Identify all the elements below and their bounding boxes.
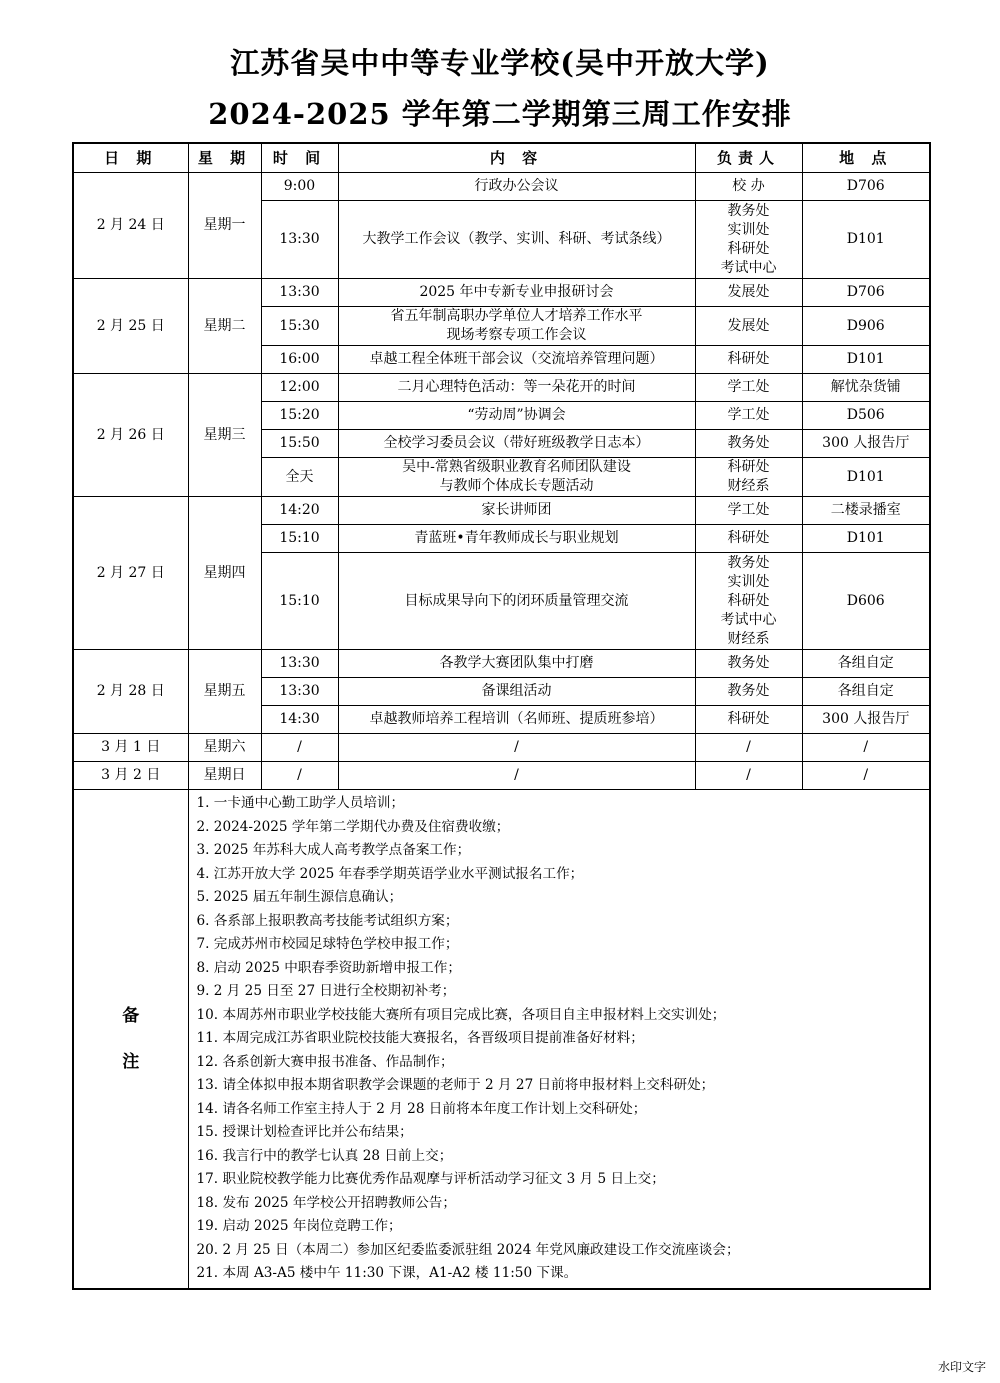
place-cell: D101 — [802, 458, 930, 497]
owner-cell: 科研处 — [695, 706, 802, 734]
content-cell: 2025 年中专新专业申报研讨会 — [338, 279, 695, 307]
owner-cell: 教务处 — [695, 678, 802, 706]
remarks-row — [73, 790, 930, 1289]
header-owner: 负责人 — [695, 143, 802, 173]
content-cell: 行政办公会议 — [338, 173, 695, 201]
time-cell: / — [261, 734, 338, 762]
remark-item: 5. 2025 届五年制生源信息确认； — [196, 889, 403, 905]
owner-cell: 学工处 — [695, 402, 802, 430]
owner-name: 科研处 — [727, 459, 770, 475]
owner-cell: 校 办 — [695, 173, 802, 201]
place-cell: 300 人报告厅 — [802, 706, 930, 734]
remark-item: 20. 2 月 25 日（本周二）参加区纪委监委派驻组 2024 年党风廉政建设工作交流座谈会； — [196, 1241, 740, 1258]
remark-item: 17. 职业院校教学能力比赛优秀作品观摩与评析活动学习征文 3 月 5 日上交； — [196, 1171, 665, 1187]
place-cell: 二楼录播室 — [802, 497, 930, 525]
time-cell: 9:00 — [261, 173, 338, 201]
header-row — [73, 143, 930, 173]
time-cell: 13:30 — [261, 650, 338, 678]
content-cell: 二月心理特色活动：等一朵花开的时间 — [338, 374, 695, 402]
owner-name: 教务处 — [727, 202, 770, 219]
owner-cell — [695, 201, 802, 279]
owner-name: 科研处 — [727, 240, 770, 257]
place-cell: D101 — [802, 201, 930, 279]
place-cell: D506 — [802, 402, 930, 430]
owner-cell: 教务处 — [695, 650, 802, 678]
time-cell: 14:20 — [261, 497, 338, 525]
table-row — [73, 734, 930, 762]
remark-item: 19. 启动 2025 年岗位竞聘工作； — [196, 1218, 402, 1234]
document-subtitle: 2024-2025 学年第二学期第三周工作安排 — [208, 97, 792, 131]
table-row — [73, 374, 930, 402]
time-cell: 15:30 — [261, 307, 338, 346]
time-cell: 15:20 — [261, 402, 338, 430]
time-cell: 13:30 — [261, 279, 338, 307]
remarks-label-char: 注 — [122, 1051, 140, 1072]
time-cell: 14:30 — [261, 706, 338, 734]
table-row — [73, 497, 930, 525]
time-cell: 15:10 — [261, 525, 338, 553]
place-cell: D706 — [802, 173, 930, 201]
content-cell: / — [338, 762, 695, 790]
table-row — [73, 173, 930, 201]
owner-cell: 科研处 — [695, 525, 802, 553]
date-cell: 2 月 26 日 — [73, 374, 188, 497]
time-cell: 15:10 — [261, 553, 338, 650]
place-cell: D101 — [802, 346, 930, 374]
place-cell: 各组自定 — [802, 650, 930, 678]
content-cell — [338, 307, 695, 346]
remarks-list — [188, 790, 930, 1289]
time-cell: 全天 — [261, 458, 338, 497]
weekday-cell: 星期二 — [188, 279, 261, 374]
date-cell: 3 月 2 日 — [73, 762, 188, 790]
place-cell: 解忧杂货铺 — [802, 374, 930, 402]
content-cell: 卓越教师培养工程培训（名师班、提质班参培） — [338, 706, 695, 734]
time-cell: / — [261, 762, 338, 790]
header-weekday: 星 期 — [188, 143, 261, 173]
content-cell: 家长讲师团 — [338, 497, 695, 525]
document-title: 江苏省吴中中等专业学校(吴中开放大学) — [230, 46, 770, 80]
owner-name: 财经系 — [727, 478, 770, 494]
table-row — [73, 650, 930, 678]
content-line: 吴中-常熟省级职业教育名师团队建设 — [402, 459, 631, 475]
content-line: 省五年制高职办学单位人才培养工作水平 — [390, 308, 643, 324]
remark-item: 13. 请全体拟申报本期省职教学会课题的老师于 2 月 27 日前将申报材料上交科研处； — [196, 1077, 715, 1093]
schedule-table — [72, 142, 931, 1290]
owner-name: 教务处 — [727, 554, 770, 571]
owner-name: 考试中心 — [720, 611, 777, 628]
owner-name: 实训处 — [727, 573, 770, 590]
content-cell: 青蓝班•青年教师成长与职业规划 — [338, 525, 695, 553]
content-cell — [338, 458, 695, 497]
place-cell: 各组自定 — [802, 678, 930, 706]
weekday-cell: 星期一 — [188, 173, 261, 279]
remark-item: 7. 完成苏州市校园足球特色学校申报工作； — [196, 936, 459, 952]
owner-cell — [695, 458, 802, 497]
remark-item: 2. 2024-2025 学年第二学期代办费及住宿费收缴； — [196, 818, 510, 835]
owner-name: 实训处 — [727, 221, 770, 238]
time-cell: 13:30 — [261, 678, 338, 706]
remark-item: 11. 本周完成江苏省职业院校技能大赛报名，各晋级项目提前准备好材料； — [196, 1030, 644, 1046]
owner-name: 科研处 — [727, 592, 770, 609]
remark-item: 10. 本周苏州市职业学校技能大赛所有项目完成比赛，各项目自主申报材料上交实训处； — [196, 1006, 726, 1023]
content-cell: / — [338, 734, 695, 762]
owner-cell: 发展处 — [695, 279, 802, 307]
remark-item: 12. 各系创新大赛申报书准备、作品制作； — [196, 1053, 454, 1070]
remark-item: 18. 发布 2025 年学校公开招聘教师公告； — [196, 1194, 456, 1211]
header-content: 内 容 — [338, 143, 695, 173]
remark-item: 14. 请各名师工作室主持人于 2 月 28 日前将本年度工作计划上交科研处； — [196, 1100, 647, 1117]
date-cell: 2 月 28 日 — [73, 650, 188, 734]
remark-item: 1. 一卡通中心勤工助学人员培训； — [196, 795, 405, 811]
owner-cell: 科研处 — [695, 346, 802, 374]
content-cell: 卓越工程全体班干部会议（交流培养管理问题） — [338, 346, 695, 374]
content-cell: 全校学习委员会议（带好班级教学日志本） — [338, 430, 695, 458]
content-cell: 大教学工作会议（教学、实训、科研、考试条线） — [338, 201, 695, 279]
content-cell: 目标成果导向下的闭环质量管理交流 — [338, 553, 695, 650]
table-row — [73, 762, 930, 790]
weekday-cell: 星期四 — [188, 497, 261, 650]
owner-cell: 教务处 — [695, 430, 802, 458]
date-cell: 2 月 24 日 — [73, 173, 188, 279]
time-cell: 16:00 — [261, 346, 338, 374]
header-time: 时 间 — [261, 143, 338, 173]
owner-name: 财经系 — [727, 630, 770, 647]
owner-cell: 发展处 — [695, 307, 802, 346]
content-cell: “劳动周”协调会 — [338, 402, 695, 430]
date-cell: 3 月 1 日 — [73, 734, 188, 762]
owner-cell: / — [695, 734, 802, 762]
place-cell: D606 — [802, 553, 930, 650]
weekday-cell: 星期三 — [188, 374, 261, 497]
remark-item: 6. 各系部上报职教高考技能考试组织方案； — [196, 912, 459, 929]
place-cell: / — [802, 762, 930, 790]
weekday-cell: 星期五 — [188, 650, 261, 734]
content-line: 与教师个体成长专题活动 — [439, 478, 594, 494]
header-place: 地 点 — [802, 143, 930, 173]
place-cell: 300 人报告厅 — [802, 430, 930, 458]
owner-cell — [695, 553, 802, 650]
remark-item: 8. 启动 2025 中职春季资助新增申报工作； — [196, 959, 461, 976]
content-cell: 各教学大赛团队集中打磨 — [338, 650, 695, 678]
place-cell: / — [802, 734, 930, 762]
content-cell: 备课组活动 — [338, 678, 695, 706]
header-date: 日 期 — [73, 143, 188, 173]
owner-cell: / — [695, 762, 802, 790]
content-line: 现场考察专项工作会议 — [446, 327, 587, 343]
remark-item: 16. 我言行中的教学七认真 28 日前上交； — [196, 1147, 453, 1164]
watermark: 水印文字 — [937, 1360, 986, 1374]
remark-item: 4. 江苏开放大学 2025 年春季学期英语学业水平测试报名工作； — [196, 865, 584, 882]
remark-item: 3. 2025 年苏科大成人高考教学点备案工作； — [196, 842, 471, 858]
time-cell: 15:50 — [261, 430, 338, 458]
date-cell: 2 月 25 日 — [73, 279, 188, 374]
time-cell: 12:00 — [261, 374, 338, 402]
date-cell: 2 月 27 日 — [73, 497, 188, 650]
weekday-cell: 星期日 — [188, 762, 261, 790]
place-cell: D101 — [802, 525, 930, 553]
remark-item: 21. 本周 A3-A5 楼中午 11:30 下课，A1-A2 楼 11:50 下课。 — [196, 1265, 578, 1281]
weekday-cell: 星期六 — [188, 734, 261, 762]
place-cell: D706 — [802, 279, 930, 307]
owner-cell: 学工处 — [695, 374, 802, 402]
remark-item: 9. 2 月 25 日至 27 日进行全校期初补考； — [196, 983, 456, 999]
time-cell: 13:30 — [261, 201, 338, 279]
owner-cell: 学工处 — [695, 497, 802, 525]
remarks-label-char: 备 — [122, 1005, 140, 1026]
owner-name: 考试中心 — [720, 259, 777, 276]
remark-item: 15. 授课计划检查评比并公布结果； — [196, 1124, 413, 1140]
table-row — [73, 279, 930, 307]
remarks-label — [73, 790, 188, 1289]
place-cell: D906 — [802, 307, 930, 346]
